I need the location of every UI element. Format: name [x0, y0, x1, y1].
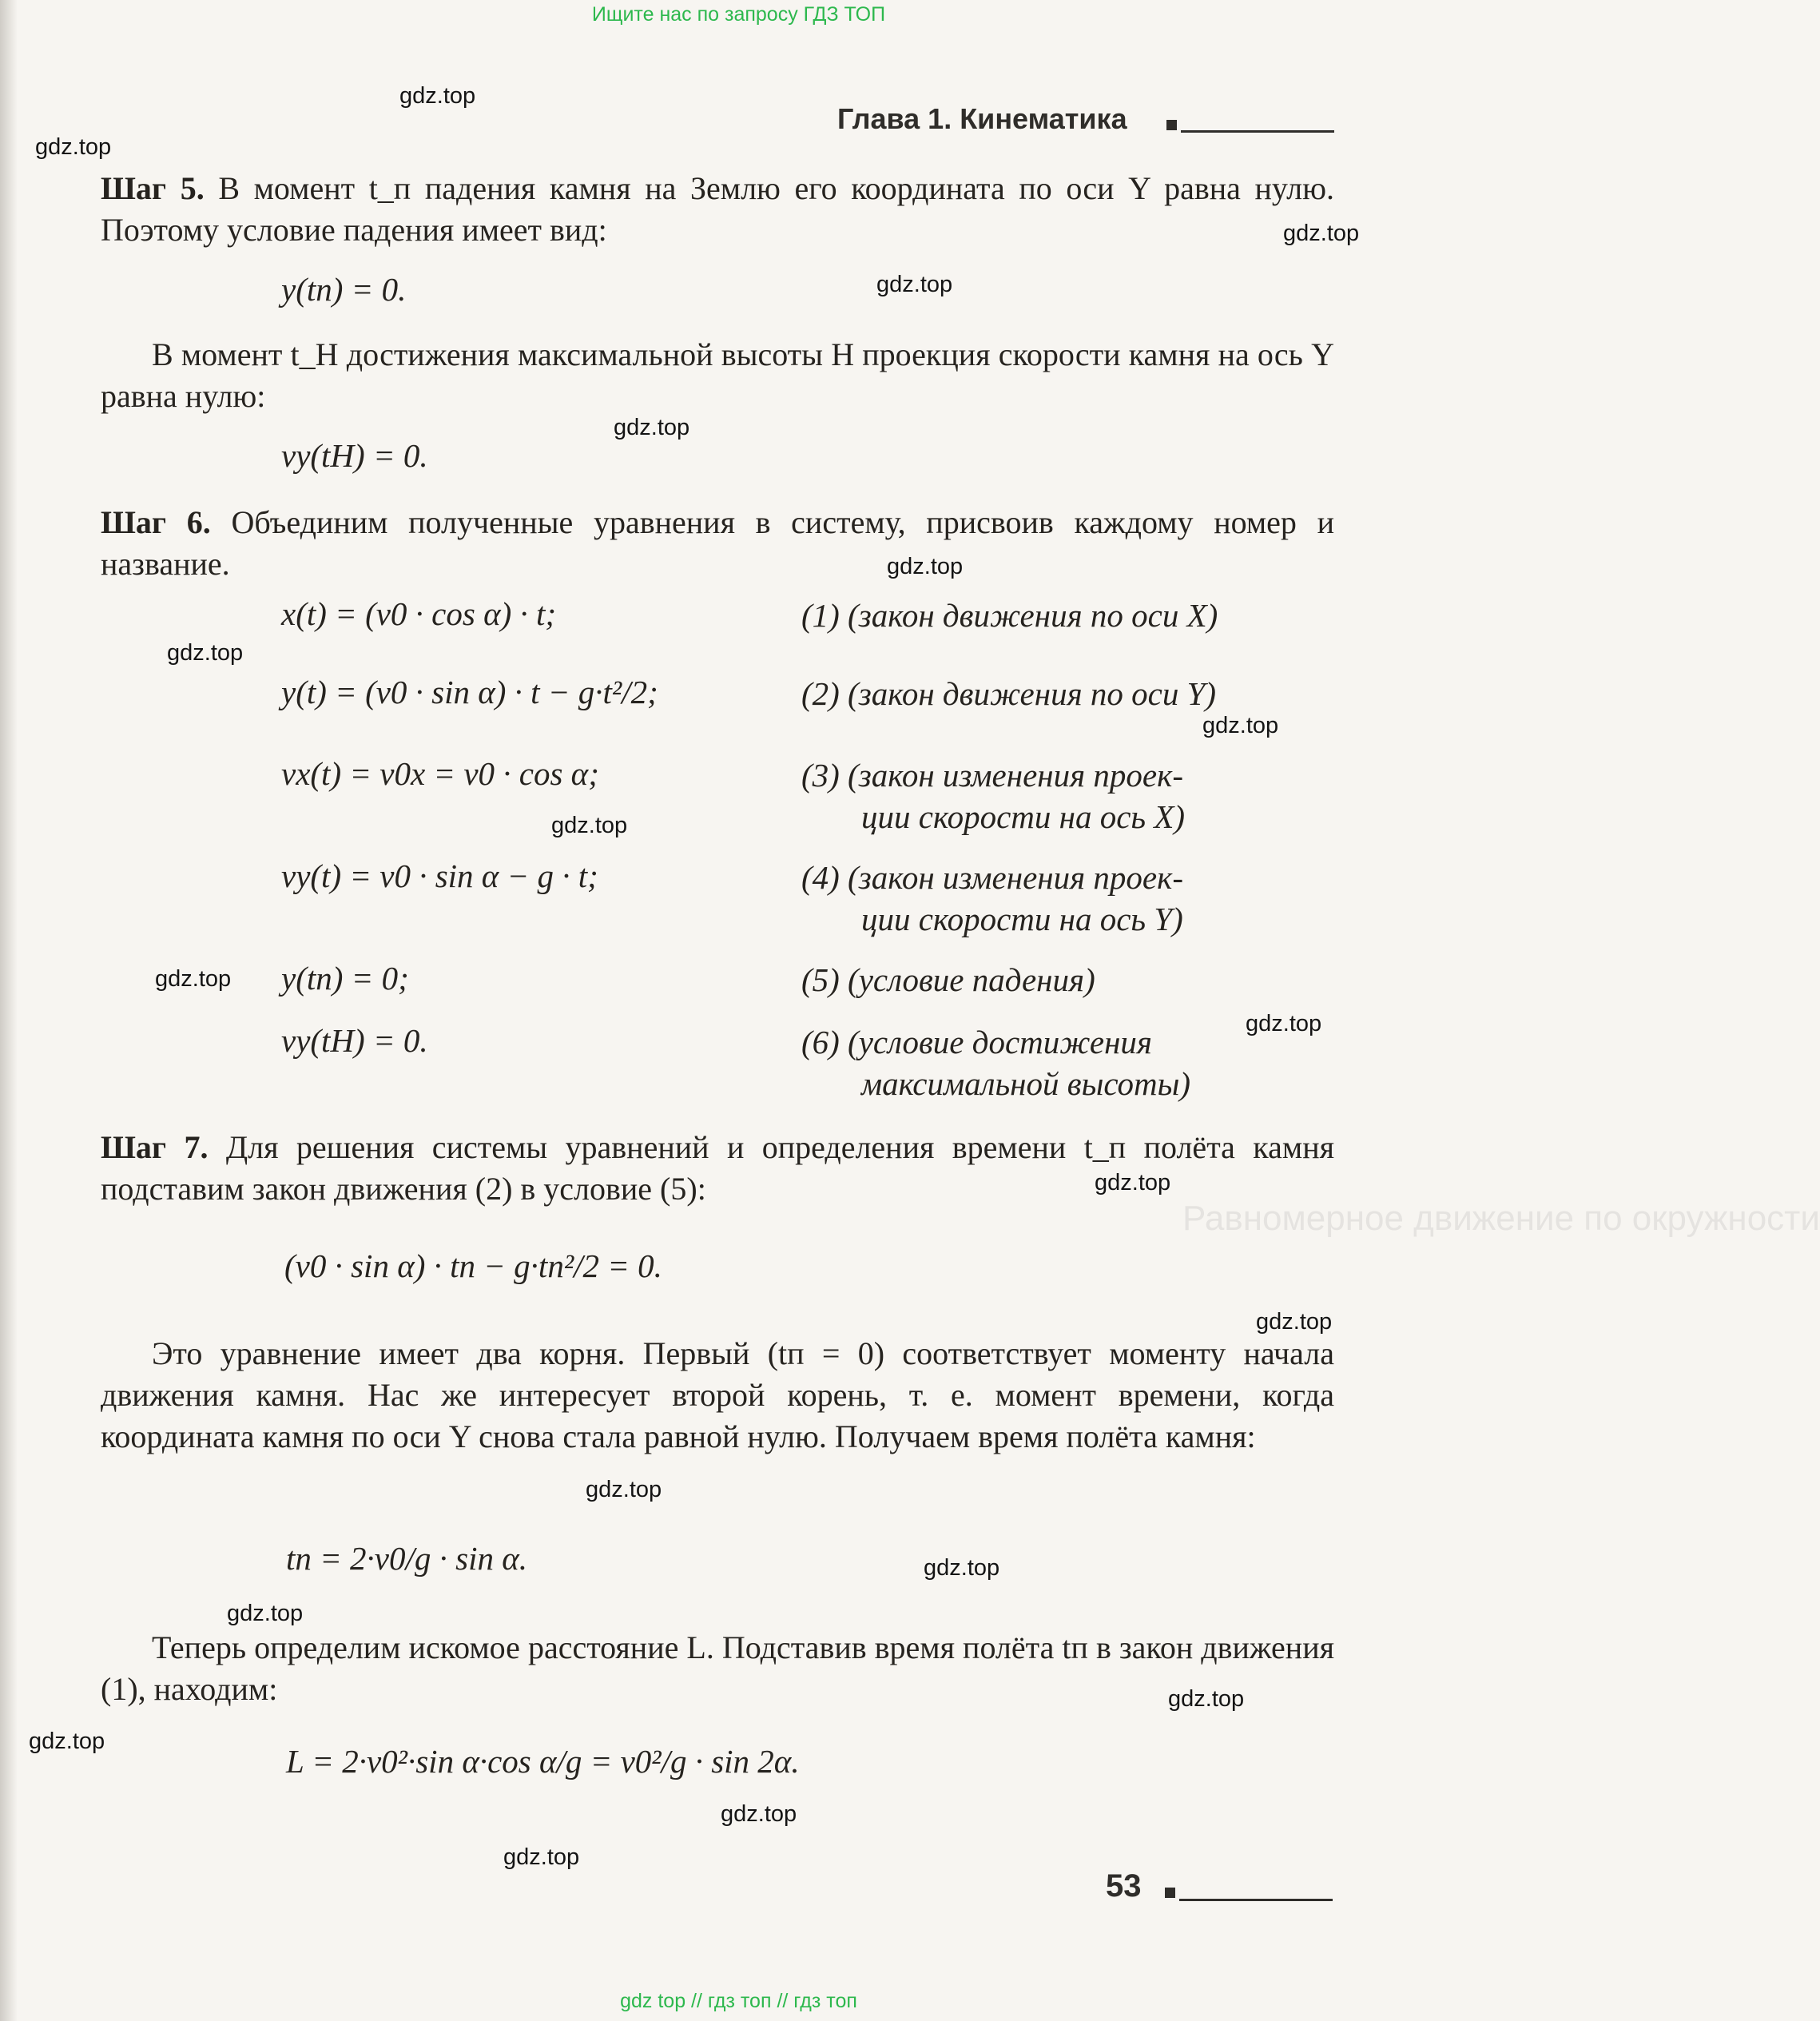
system-note-6b: максимальной высоты) — [861, 1065, 1191, 1102]
system-note-2: (2) (закон движения по оси Y) — [801, 675, 1217, 712]
system-note-5: (5) (условие падения) — [801, 961, 1095, 998]
page-number-rule — [1179, 1899, 1333, 1901]
final-paragraph: Теперь определим искомое расстояние L. Подставив время полёта tп в закон движения (1), находим: — [101, 1629, 1334, 1707]
step5-eq1: y(tп) = 0. — [281, 271, 407, 308]
system-eq-4: vy(t) = v0 · sin α − g · t; — [281, 857, 598, 894]
time-eq: tп = 2·v0/g · sin α. — [286, 1540, 528, 1577]
watermark: gdz.top — [1168, 1686, 1245, 1712]
watermark: gdz.top — [155, 966, 232, 992]
header-rule — [1181, 130, 1334, 133]
watermark: gdz.top — [586, 1477, 662, 1502]
step7-text: Для решения системы уравнений и определения времени t_п полёта камня подставим закон движения (2) в условие (5): — [101, 1129, 1334, 1207]
page-number-square — [1165, 1888, 1175, 1898]
watermark: gdz.top — [614, 415, 690, 440]
watermark: gdz.top — [924, 1555, 1000, 1581]
top-banner[interactable]: Ищите нас по запросу ГДЗ ТОП — [591, 3, 886, 26]
watermark: gdz.top — [551, 813, 628, 838]
watermark: gdz.top — [1095, 1170, 1171, 1195]
system-note-3b: ции скорости на ось X) — [861, 798, 1186, 835]
header-square — [1166, 120, 1177, 130]
step7-eq: (v0 · sin α) · tп − g·tп²/2 = 0. — [284, 1247, 662, 1284]
watermark: gdz.top — [721, 1801, 797, 1827]
watermark: gdz.top — [503, 1844, 580, 1870]
step7-paragraph — [101, 1127, 1334, 1210]
step7-label: Шаг 7. — [101, 1129, 209, 1165]
step5-paragraph2: В момент t_H достижения максимальной высоты H проекция скорости камня на ось Y равна нулю: — [101, 336, 1334, 414]
watermark: gdz.top — [1256, 1309, 1333, 1335]
watermark: gdz.top — [1202, 713, 1279, 738]
watermark: gdz.top — [1246, 1011, 1322, 1036]
step6-paragraph — [101, 502, 1334, 585]
page-number: 53 — [1106, 1868, 1142, 1904]
system-eq-6: vy(tH) = 0. — [281, 1022, 428, 1059]
step5-eq2: vy(tH) = 0. — [281, 437, 428, 474]
system-eq-3: vx(t) = v0x = v0 · cos α; — [281, 755, 599, 792]
system-note-4: (4) (закон изменения проек- — [801, 859, 1183, 896]
watermark: gdz.top — [399, 83, 476, 109]
system-eq-1: x(t) = (v0 · cos α) · t; — [281, 595, 557, 632]
step5-paragraph — [101, 168, 1334, 251]
system-note-6: (6) (условие достижения — [801, 1024, 1152, 1060]
system-eq-2: y(t) = (v0 · sin α) · t − g·t²/2; — [281, 674, 658, 710]
footer-banner[interactable]: gdz top // гдз топ // гдз топ — [620, 1990, 857, 2012]
chapter-header: Глава 1. Кинематика — [837, 102, 1127, 135]
watermark: gdz.top — [876, 272, 953, 297]
system-note-1: (1) (закон движения по оси X) — [801, 597, 1218, 634]
roots-paragraph: Это уравнение имеет два корня. Первый (tп = 0) соответствует моменту начала движения камня. Нас же интересует второй корень, т. е. момент времени, когда координата камня по оси Y снова стала равной нулю. Получаем время полёта камня: — [101, 1335, 1334, 1454]
watermark: gdz.top — [887, 554, 964, 579]
system-note-3: (3) (закон изменения проек- — [801, 757, 1183, 794]
system-eq-5: y(tп) = 0; — [281, 960, 409, 997]
watermark: gdz.top — [1283, 221, 1360, 246]
step6-label: Шаг 6. — [101, 504, 211, 540]
step5-text: В момент t_п падения камня на Землю его координата по оси Y равна нулю. Поэтому условие падения имеет вид: — [101, 170, 1335, 248]
watermark: gdz.top — [35, 134, 112, 160]
step6-text: Объединим полученные уравнения в систему, присвоив каждому номер и название. — [101, 504, 1335, 582]
watermark: gdz.top — [167, 640, 244, 666]
page-edge-shadow — [0, 0, 18, 2021]
final-eq: L = 2·v0²·sin α·cos α/g = v0²/g · sin 2α. — [286, 1743, 800, 1780]
watermark: gdz.top — [29, 1729, 105, 1754]
step5-label: Шаг 5. — [101, 170, 205, 206]
system-note-4b: ции скорости на ось Y) — [861, 901, 1183, 937]
bleed-through-text: Равномерное движение по окружности — [1182, 1199, 1820, 1238]
watermark: gdz.top — [227, 1601, 304, 1626]
